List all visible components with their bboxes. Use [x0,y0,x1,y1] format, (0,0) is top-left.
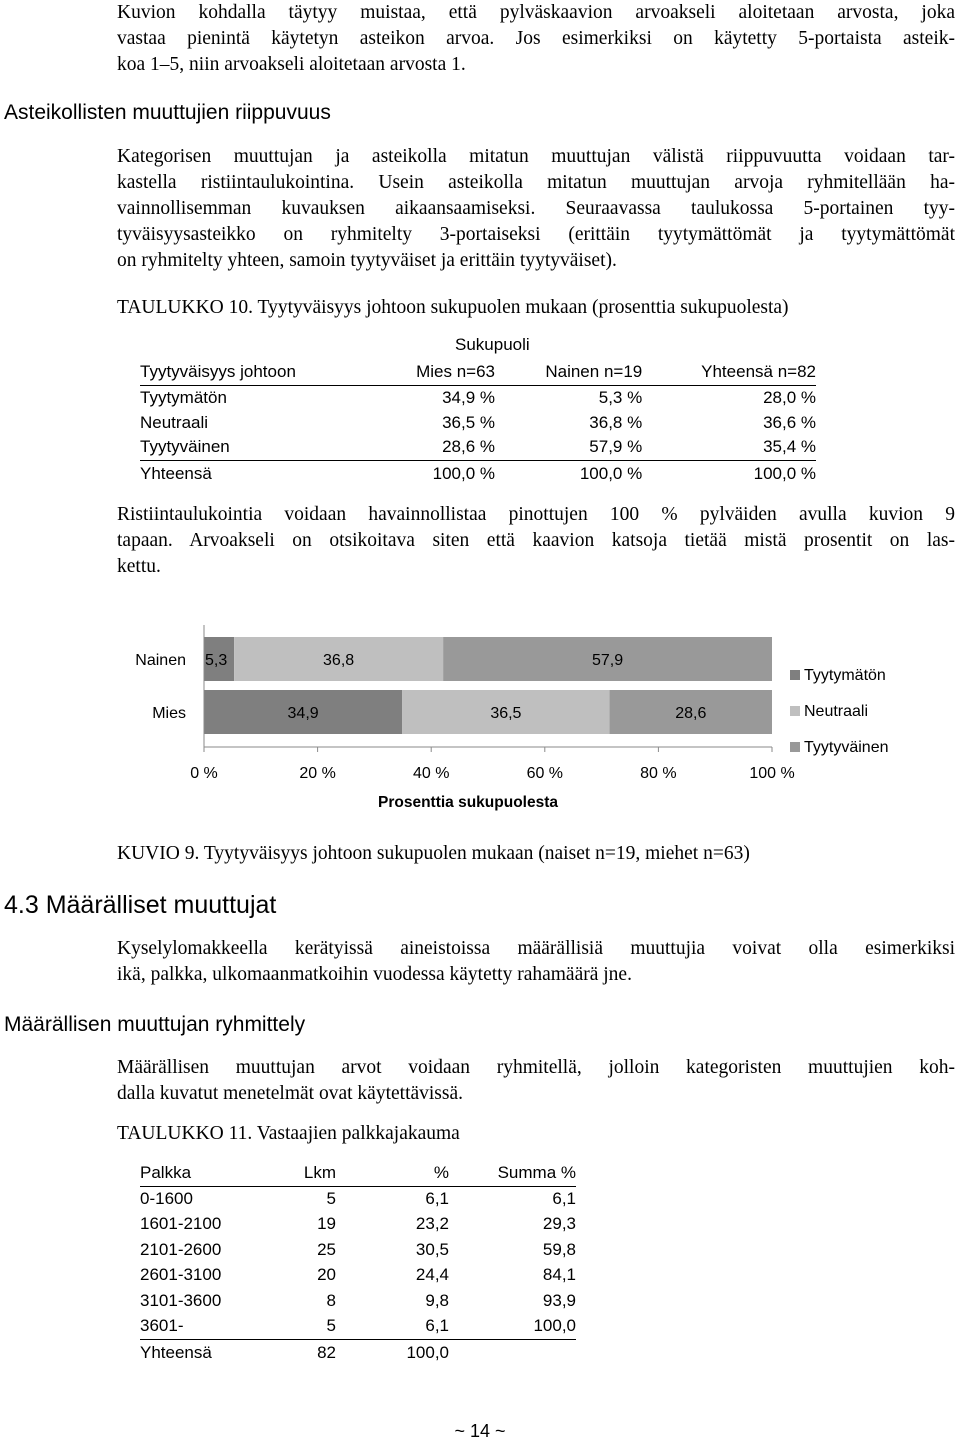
table-cell: 24,4 [415,1265,449,1285]
table-cell: 100,0 % [753,463,816,483]
table-row [140,410,816,435]
table10-col-header: Nainen n=19 [545,361,643,381]
table-cell: 57,9 % [589,437,643,457]
section1-line: vainnollisemman kuvauksen aikaansaamiseksi. Seuraavassa taulukossa 5-portainen tyy- [117,198,955,219]
table-cell: 8 [326,1290,336,1310]
table-cell: 36,6 % [763,412,816,432]
table-row [140,385,816,410]
table11-col-header: Summa % [497,1162,576,1182]
table-cell: 6,1 [552,1189,576,1208]
table-cell: 25 [317,1239,336,1259]
legend-label: Neutraali [804,703,869,720]
table10-col-header: Mies n=63 [416,361,496,381]
section1-paragraph [117,144,955,274]
intro-line: vastaa pienintä käytetyn asteikon arvoa. Jos esimerkiksi on käytetty 5-portaista asteik- [117,28,955,49]
table-cell: 9,8 [425,1290,449,1310]
table11-col-header: Lkm [303,1162,336,1182]
table11-col-header: Palkka [140,1162,192,1182]
table10-caption: TAULUKKO 10. Tyytyväisyys johtoon sukupuolen mukaan (prosenttia sukupuolesta) [117,297,789,318]
table11-caption: TAULUKKO 11. Vastaajien palkkajakauma [117,1123,460,1144]
table11 [140,1160,576,1366]
table-cell: 93,9 [542,1290,576,1310]
table-cell: 100,0 % [579,463,643,483]
table-cell: 20 [317,1265,336,1285]
table-cell: 29,3 [542,1214,576,1234]
intro-line: Kuvion kohdalla täytyy muistaa, että pylväskaavion arvoakseli aloitetaan arvosta, joka [117,2,955,23]
table-cell: 59,8 [542,1239,576,1259]
section1-line: kastella ristiintaulukointina. Usein asteikolla mitatun muuttujan arvoja ryhmitellään ha- [117,172,955,193]
table-cell: 84,1 [542,1265,576,1285]
grouping-line: Määrällisen muuttujan arvot voidaan ryhmitellä, jolloin kategoristen muuttujien koh- [117,1057,955,1078]
table-cell: 100,0 [533,1316,576,1335]
table-cell: Yhteensä [140,1342,212,1362]
table-cell: 6,1 [425,1316,449,1335]
table-row [140,1263,576,1289]
x-tick-label: 0 % [190,765,218,782]
table-cell: 28,0 % [763,387,816,407]
legend-swatch [790,742,800,752]
para2 [117,502,955,580]
table-cell: 0-1600 [140,1189,193,1208]
table-cell: 23,2 [415,1214,449,1234]
table-cell: Tyytymätön [140,387,227,407]
x-tick-label: 20 % [299,765,336,782]
table-row-total [140,460,816,487]
table-cell: Neutraali [140,412,209,432]
table-cell: 19 [317,1214,336,1234]
grouping-line: dalla kuvatut menetelmät ovat käytettävissä. [117,1083,464,1104]
table-cell [449,1339,576,1366]
table10-col-header: Tyytyväisyys johtoon [140,361,296,381]
category-label: Nainen [135,652,186,669]
table-cell: 100,0 % [432,463,496,483]
legend-label: Tyytyväinen [804,739,889,756]
data-label: 34,9 [287,705,319,722]
table-cell: Yhteensä [140,463,212,483]
table-cell: 30,5 [415,1239,449,1259]
table-row-total [140,1339,576,1366]
table-cell: 3101-3600 [140,1290,222,1310]
figure9-caption: KUVIO 9. Tyytyväisyys johtoon sukupuolen mukaan (naiset n=19, miehet n=63) [117,843,750,864]
legend-swatch [790,706,800,716]
table-row [140,435,816,460]
data-label: 36,8 [323,652,355,669]
para2-line: tapaan. Arvoakseli on otsikoitava siten että kaavion katsoja tietää mistä prosentit on las- [117,530,955,551]
table-cell: 28,6 % [442,437,496,457]
section43-line: Kyselylomakkeella kerätyissä aineistoissa määrällisiä muuttujia voivat olla esimerkiksi [117,938,955,959]
table-cell: 1601-2100 [140,1214,222,1234]
table-row [140,1212,576,1238]
table-row [140,1237,576,1263]
page-number: ~ 14 ~ [454,1421,506,1441]
data-label: 36,5 [490,705,522,722]
table10-group-header: Sukupuoli [455,335,530,354]
table11-col-header: % [433,1162,449,1182]
x-tick-label: 60 % [526,765,564,782]
table-cell: 5 [326,1189,336,1208]
table10-header-row [140,359,816,385]
table10-col-header: Yhteensä n=82 [701,361,816,381]
section43-paragraph [117,936,955,988]
table-cell: 5 [326,1316,336,1335]
table-row [140,1186,576,1212]
table-cell: 3601- [140,1316,184,1335]
section43-line: ikä, palkka, ulkomaanmatkoihin vuodessa käytetty rahamäärä jne. [117,964,632,985]
section-heading-ryhmittely: Määrällisen muuttujan ryhmittely [4,1013,306,1036]
data-label: 57,9 [591,652,624,669]
category-label: Mies [152,705,186,722]
table-cell: 36,5 % [442,412,496,432]
table-cell: 35,4 % [763,437,816,457]
x-tick-label: 100 % [749,765,795,782]
section-heading-maaralliset: 4.3 Määrälliset muuttujat [4,891,277,919]
table10 [140,359,816,487]
table-cell: 2601-3100 [140,1265,222,1285]
para2-line: kettu. [117,556,161,577]
section1-line: tyväisyysasteikko on ryhmitelty 3-portaiseksi (erittäin tyytymättömät ja tyytymättömät [117,224,955,245]
table11-header-row [140,1160,576,1186]
table-cell: 5,3 % [598,387,643,407]
table-row [140,1314,576,1340]
table-cell: 2101-2600 [140,1239,222,1259]
data-label: 5,3 [205,652,228,669]
x-axis-title: Prosenttia sukupuolesta [377,794,559,811]
section1-line: on ryhmitelty yhteen, samoin tyytyväiset ja erittäin tyytyväiset). [117,250,617,271]
grouping-paragraph [117,1055,955,1107]
table-cell: Tyytyväinen [140,437,230,457]
table-row [140,1288,576,1314]
table-cell: 6,1 [425,1189,449,1208]
section-heading-asteikolliset: Asteikollisten muuttujien riippuvuus [4,101,331,124]
table-cell: 82 [317,1342,336,1362]
data-label: 28,6 [675,705,707,722]
intro-paragraph [117,0,955,78]
legend-swatch [790,670,800,680]
table-cell: 36,8 % [589,412,643,432]
table-cell: 100,0 [406,1342,449,1362]
para2-line: Ristiintaulukointia voidaan havainnollistaa pinottujen 100 % pylväiden avulla kuvion 9 [117,504,955,525]
legend-label: Tyytymätön [804,667,886,684]
section1-line: Kategorisen muuttujan ja asteikolla mitatun muuttujan välistä riippuvuutta voidaan tar- [117,146,955,167]
table-cell: 34,9 % [442,387,496,407]
x-tick-label: 40 % [412,765,450,782]
figure9-chart [0,610,960,830]
intro-line: koa 1–5, niin arvoakseli aloitetaan arvosta 1. [117,54,466,75]
x-tick-label: 80 % [640,765,677,782]
